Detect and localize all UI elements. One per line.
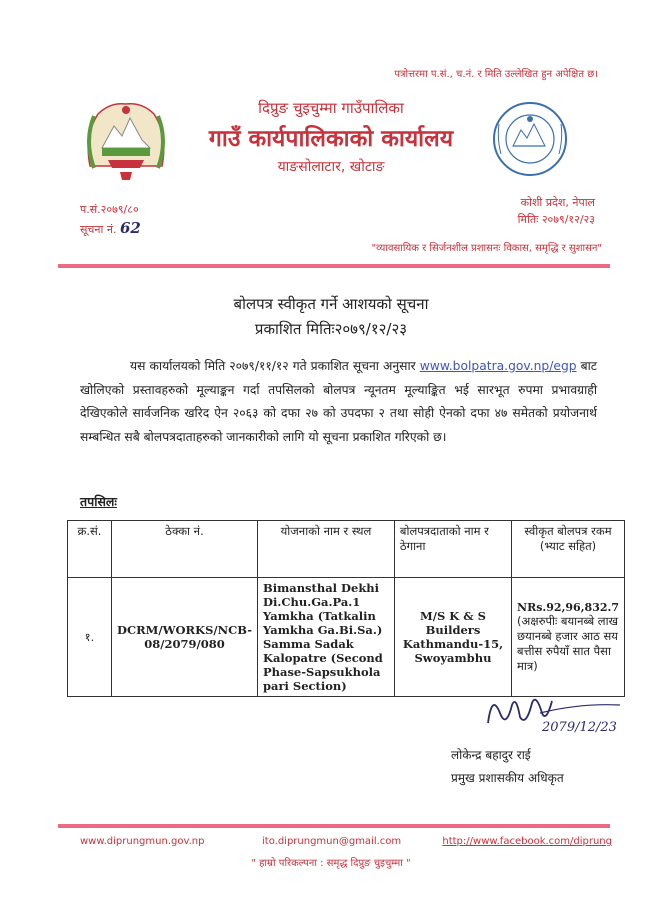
reference-number: प.सं.२०७९/८० xyxy=(80,203,139,216)
amount-figure: NRs.92,96,832.7 xyxy=(517,600,619,614)
reply-instruction-note: पत्रोत्तरमा प.सं., च.नं. र मिति उल्लेखित हुन अपेक्षित छ। xyxy=(394,69,598,80)
signatory-name: लोकेन्द्र बहादुर राई xyxy=(451,748,531,762)
signatory-block xyxy=(451,744,564,790)
col-header-contract: ठेक्का नं. xyxy=(112,521,258,578)
bid-details-table xyxy=(67,520,625,697)
footer-slogan: " हाम्रो परिकल्पना : समृद्ध दिप्रुङ चुइचुम्मा " xyxy=(251,858,411,869)
cell-amount xyxy=(512,578,625,697)
province: कोशी प्रदेश, नेपाल xyxy=(520,196,595,209)
cell-contract-no: DCRM/WORKS/NCB-08/2079/080 xyxy=(112,578,258,697)
cell-project-name: Bimansthal Dekhi Di.Chu.Ga.Pa.1 Yamkha (Tatkalin Yamkha Ga.Bi.Sa.) Samma Sadak Kalopatre (Second Phase-Sapsukhola pari Section) xyxy=(257,578,394,697)
body-text-part1: यस कार्यालयको मिति २०७९/११/१२ गते प्रकाशित सूचना अनुसार xyxy=(130,359,420,373)
col-header-sn: क्र.सं. xyxy=(68,521,112,578)
egp-link[interactable]: www.bolpatra.gov.np/egp xyxy=(419,359,577,373)
reference-block xyxy=(80,200,141,239)
table-row xyxy=(68,578,625,697)
body-text-part2: बाट खोलिएको प्रस्तावहरुको मूल्याङ्कन गर्दा तपसिलको बोलपत्र न्यूनतम मूल्याङ्कित भई सारभूत रुपमा प्रभावग्राही देखिएकोले सार्वजनिक खरिद ऐन २०६३ को दफा २७ को उपदफा २ तथा सोही ऐनको दफा ४७ समेतको प्रयोजनार्थ सम्बन्धित सबै बोलपत्रदाताहरुको जानकारीको लागि यो सूचना प्रकाशित गरिएको छ। xyxy=(80,359,597,444)
municipality-seal-logo xyxy=(487,94,573,184)
notice-number xyxy=(80,219,141,239)
footer-divider xyxy=(58,824,610,828)
notice-number-value: 62 xyxy=(119,219,141,237)
cell-bidder: M/S K & S Builders Kathmandu-15, Swoyambhu xyxy=(394,578,511,697)
notice-date: मितिः २०७९/१२/२३ xyxy=(517,213,595,226)
details-subheading: तपसिलः xyxy=(80,494,117,509)
handwritten-signature xyxy=(480,683,630,743)
office-location: याङसोलाटार, खोटाङ xyxy=(277,159,385,175)
municipality-name: दिप्रुङ चुइचुम्मा गाउँपालिका xyxy=(258,99,404,117)
notice-body xyxy=(80,355,597,449)
province-date-block xyxy=(518,194,595,228)
col-header-project: योजनाको नाम र स्थल xyxy=(257,521,394,578)
table-header-row xyxy=(68,521,625,578)
office-motto: "व्यावसायिक र सिर्जनशील प्रशासनः विकास, समृद्धि र सुशासन" xyxy=(371,243,602,254)
notice-number-label: सूचना नं. xyxy=(80,223,117,236)
signatory-designation: प्रमुख प्रशासकीय अधिकृत xyxy=(451,771,564,785)
footer-facebook-text[interactable]: http://www.facebook.com/diprung xyxy=(442,836,612,847)
amount-in-words: (अक्षरुपीः बयानब्बे लाख छयानब्बे हजार आठ सय बत्तीस रुपैयाँ सात पैसा मात्र) xyxy=(517,613,618,673)
signature-date: 2079/12/23 xyxy=(542,720,617,735)
col-header-bidder: बोलपत्रदाताको नाम र ठेगाना xyxy=(394,521,511,578)
office-name: गाउँ कार्यपालिकाको कार्यालय xyxy=(208,126,454,152)
footer-facebook-link[interactable] xyxy=(442,836,612,847)
header-divider xyxy=(58,264,610,268)
publish-date: प्रकाशित मितिः२०७९/१२/२३ xyxy=(254,320,408,338)
notice-title: बोलपत्र स्वीकृत गर्ने आशयको सूचना xyxy=(233,295,429,313)
footer-website[interactable]: www.diprungmun.gov.np xyxy=(80,836,205,847)
col-header-amount: स्वीकृत बोलपत्र रकम (भ्याट सहित) xyxy=(512,521,625,578)
cell-sn: १. xyxy=(68,578,112,697)
footer-email[interactable]: ito.diprungmun@gmail.com xyxy=(262,836,402,847)
